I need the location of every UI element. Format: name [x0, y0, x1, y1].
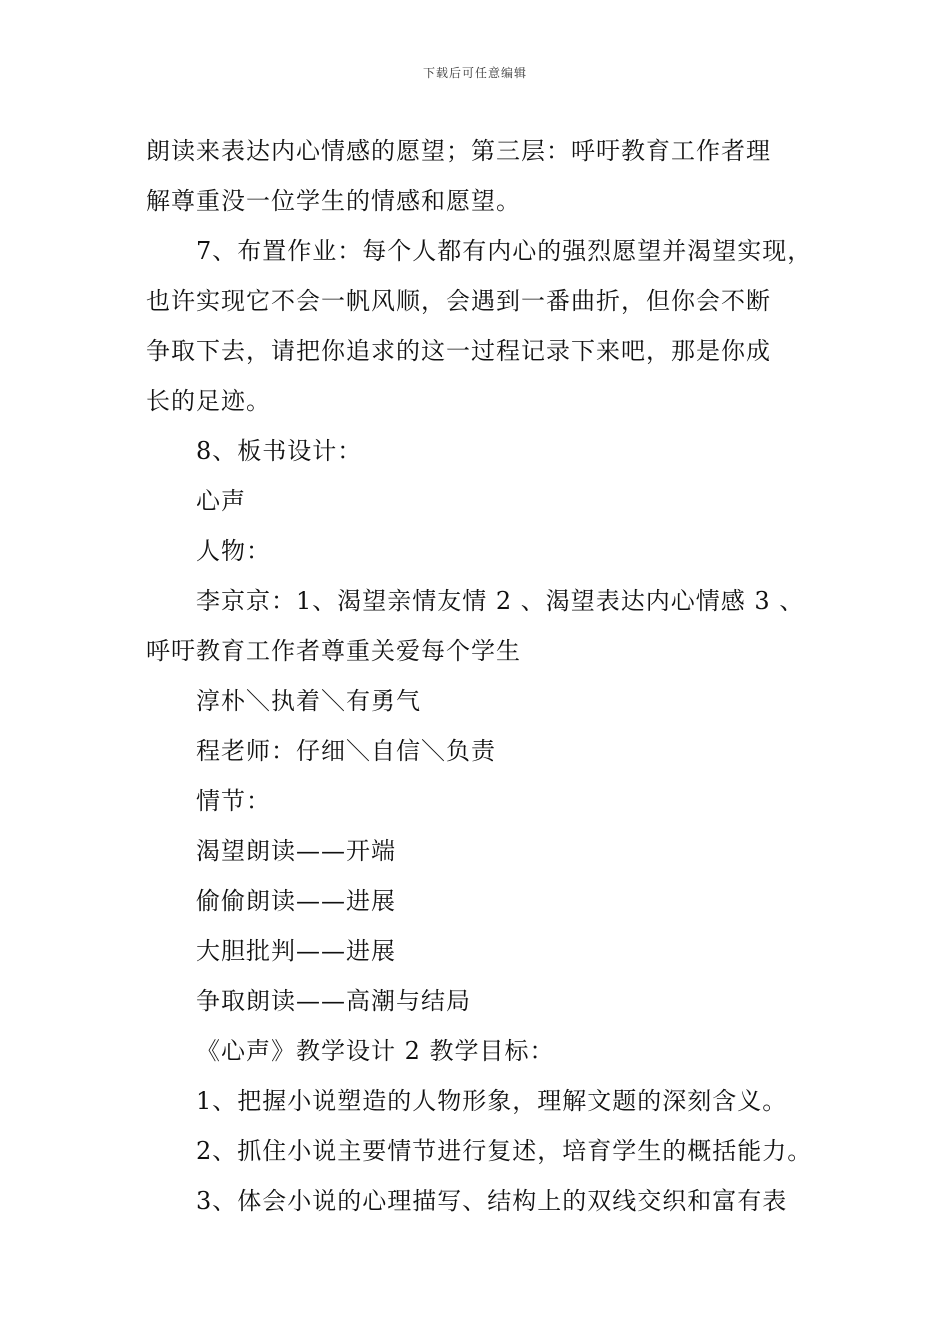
- text-line: 解尊重没一位学生的情感和愿望。: [146, 187, 521, 215]
- text-line: 长的足迹。: [146, 387, 271, 415]
- text-line: 情节：: [196, 787, 271, 815]
- text-line: 争取朗读——高潮与结局: [196, 987, 471, 1015]
- text-line: 8、板书设计：: [196, 437, 363, 465]
- text-line: 淳朴＼执着＼有勇气: [196, 687, 421, 715]
- text-line: 人物：: [196, 537, 271, 565]
- text-line: 1、把握小说塑造的人物形象，理解文题的深刻含义。: [196, 1087, 788, 1115]
- text-line: 大胆批判——进展: [196, 937, 396, 965]
- text-line: 呼吁教育工作者尊重关爱每个学生: [146, 637, 521, 665]
- text-line: 心声: [196, 487, 246, 515]
- text-line: 也许实现它不会一帆风顺，会遇到一番曲折，但你会不断: [146, 287, 771, 315]
- text-line: 偷偷朗读——进展: [196, 887, 396, 915]
- text-line: 朗读来表达内心情感的愿望；第三层：呼吁教育工作者理: [146, 137, 771, 165]
- page-header-note: 下载后可任意编辑: [422, 66, 527, 80]
- text-line: 李京京：1、渴望亲情友情 2 、渴望表达内心情感 3 、: [196, 587, 805, 615]
- text-line: 渴望朗读——开端: [196, 837, 396, 865]
- text-line: 3、体会小说的心理描写、结构上的双线交织和富有表: [196, 1187, 788, 1215]
- document-body: [146, 126, 826, 1226]
- text-line: 程老师：仔细＼自信＼负责: [196, 737, 496, 765]
- text-line: 《心声》教学设计 2 教学目标：: [196, 1037, 555, 1065]
- text-line: 2、抓住小说主要情节进行复述，培育学生的概括能力。: [196, 1137, 813, 1165]
- text-line: 7、布置作业：每个人都有内心的强烈愿望并渴望实现，: [196, 237, 813, 265]
- text-line: 争取下去，请把你追求的这一过程记录下来吧，那是你成: [146, 337, 771, 365]
